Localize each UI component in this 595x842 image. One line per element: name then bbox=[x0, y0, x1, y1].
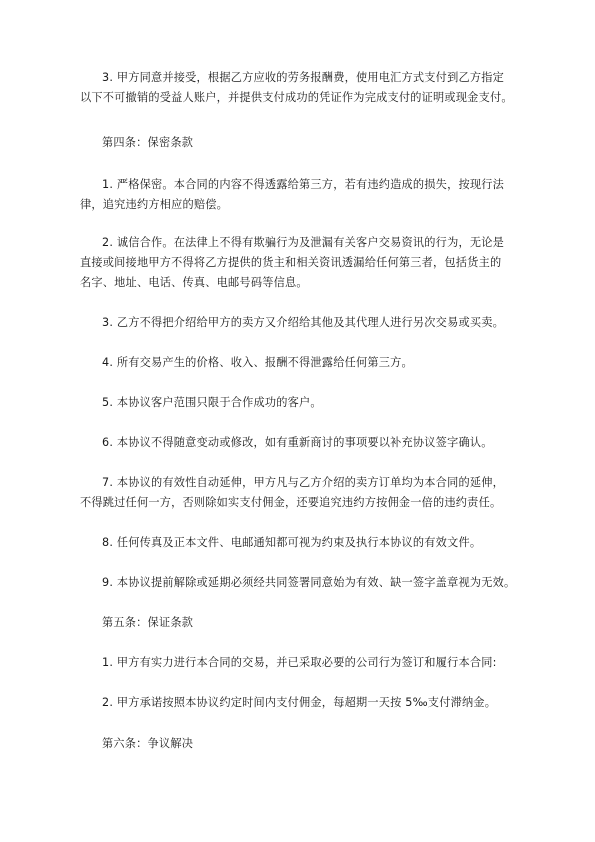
text-line: 不得跳过任何一方，否则除如实支付佣金，还要追究违约方按佣金一倍的违约责任。 bbox=[80, 496, 502, 509]
text-line: 名字、地址、电话、传真、电邮号码等信息。 bbox=[80, 276, 308, 289]
text-line: 8. 任何传真及正本文件、电邮通知都可视为约束及执行本协议的有效文件。 bbox=[102, 536, 482, 549]
paragraph-4-8 bbox=[80, 533, 535, 553]
paragraph-4-1 bbox=[80, 175, 535, 215]
text-line: 4. 所有交易产生的价格、收入、报酬不得泄露给任何第三方。 bbox=[102, 356, 413, 369]
paragraph-4-2 bbox=[80, 233, 535, 293]
text-line: 2. 甲方承诺按照本协议约定时间内支付佣金，每超期一天按 5‰支付滞纳金。 bbox=[102, 696, 497, 709]
text-line: 7. 本协议的有效性自动延伸，甲方凡与乙方介绍的卖方订单均为本合同的延伸， bbox=[102, 476, 505, 489]
section-title: 第五条：保证条款 bbox=[102, 616, 194, 629]
text-line: 6. 本协议不得随意变动或修改，如有重新商讨的事项要以补充协议签字确认。 bbox=[102, 436, 493, 449]
text-line: 3. 乙方不得把介绍给甲方的卖方又介绍给其他及其代理人进行另次交易或买卖。 bbox=[102, 316, 505, 329]
text-line: 9. 本协议提前解除或延期必须经共同签署同意始为有效、缺一签字盖章视为无效。 bbox=[102, 576, 516, 589]
paragraph-5-2 bbox=[80, 693, 535, 713]
section-title: 第六条：争议解决 bbox=[102, 737, 194, 750]
text-line: 直接或间接地甲方不得将乙方提供的货主和相关资讯透漏给任何第三者，包括货主的 bbox=[80, 256, 502, 269]
text-line: 5. 本协议客户范围只限于合作成功的客户。 bbox=[102, 396, 322, 409]
text-line: 1. 严格保密。本合同的内容不得透露给第三方，若有违约造成的损失，按现行法 bbox=[102, 178, 505, 191]
section-title: 第四条：保密条款 bbox=[102, 136, 194, 149]
section-heading-5 bbox=[80, 613, 535, 633]
paragraph-4-5 bbox=[80, 393, 535, 413]
paragraph-4-4 bbox=[80, 353, 535, 373]
section-heading-6 bbox=[80, 734, 535, 754]
paragraph-payment-3 bbox=[80, 68, 535, 108]
paragraph-4-3 bbox=[80, 313, 535, 333]
text-line: 以下不可撤销的受益人账户，并提供支付成功的凭证作为完成支付的证明或现金支付。 bbox=[80, 91, 513, 104]
paragraph-5-1 bbox=[80, 653, 535, 673]
paragraph-4-9 bbox=[80, 573, 535, 593]
text-line: 1. 甲方有实力进行本合同的交易，并已采取必要的公司行为签订和履行本合同: bbox=[102, 656, 497, 669]
paragraph-4-7 bbox=[80, 473, 535, 513]
text-line: 2. 诚信合作。在法律上不得有欺骗行为及泄漏有关客户交易资讯的行为，无论是 bbox=[102, 236, 505, 249]
text-line: 律，追究违约方相应的赔偿。 bbox=[80, 198, 229, 211]
paragraph-4-6 bbox=[80, 433, 535, 453]
text-line: 3. 甲方同意并接受，根据乙方应收的劳务报酬费，使用电汇方式支付到乙方指定 bbox=[102, 71, 505, 84]
section-heading-4 bbox=[80, 133, 535, 153]
